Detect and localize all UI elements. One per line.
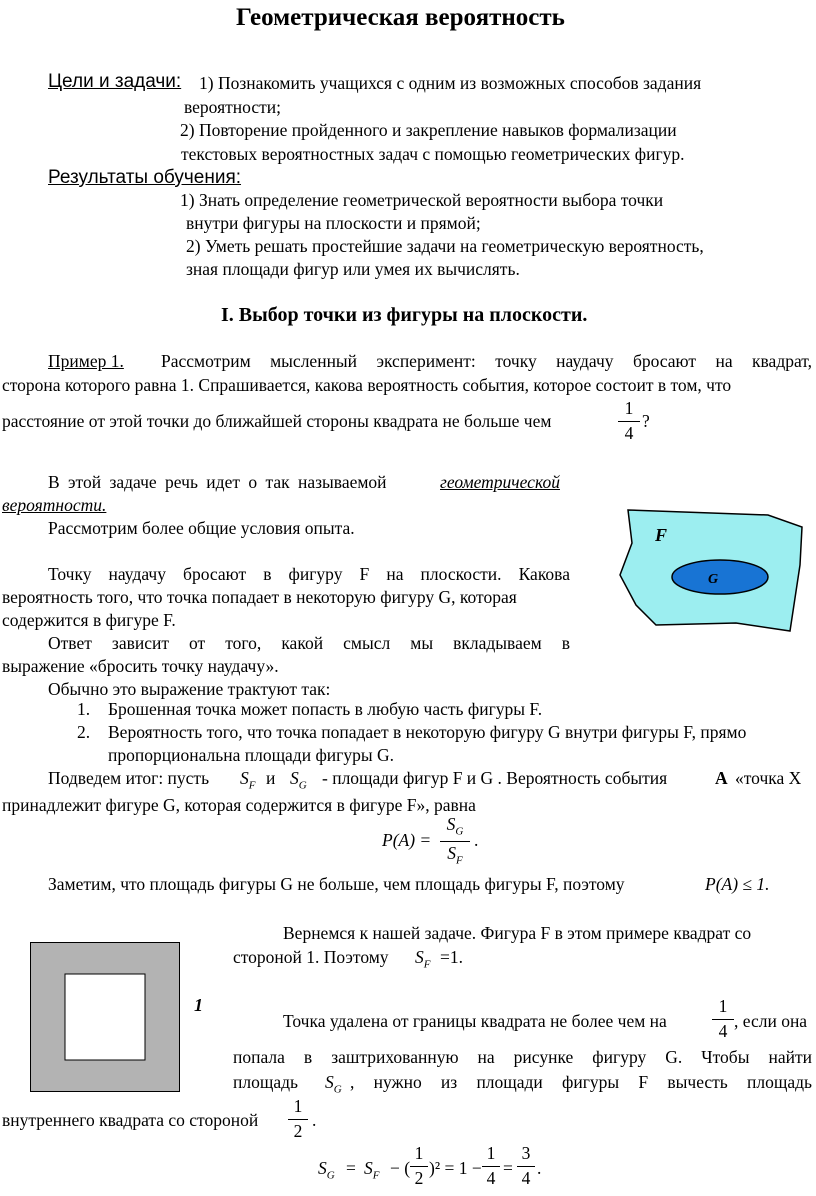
fraction-bar: [288, 1119, 308, 1120]
hatch-line1: попала в заштрихованную на рисунке фигуру G. Чтобы найти: [233, 1047, 812, 1067]
example-line3: расстояние от этой точки до ближайшей стороны квадрата не больше чем: [2, 411, 552, 431]
hatch-line2b: , нужно из площади фигуры F вычесть площадь: [350, 1072, 812, 1092]
results-item2-b: зная площади фигур или умея их вычислять.: [186, 259, 520, 279]
distance-line-b: , если она: [734, 1011, 808, 1031]
goals-item1-a: 1) Познакомить учащихся с одним из возможных способов задания: [199, 73, 702, 93]
math-s-g: [325, 1072, 342, 1096]
inner-square: [65, 974, 145, 1060]
geo-intro: В этой задаче речь идет о так называемой: [48, 472, 387, 492]
figure-g-label: G: [708, 572, 719, 587]
summary-event-a: А: [715, 768, 728, 788]
figure-f-g-diagram: [618, 505, 808, 633]
section-heading: I. Выбор точки из фигуры на плоскости.: [221, 304, 588, 326]
throw-line3: содержится в фигуре F.: [2, 610, 176, 630]
fraction-numerator: 1: [718, 996, 728, 1016]
geo-term-1: геометрической: [440, 472, 560, 492]
goals-item1-b: вероятности;: [184, 97, 281, 117]
list-item-2-number: 2.: [77, 722, 91, 742]
summary-d: «точка Х: [735, 768, 802, 788]
summary-a: Подведем итог: пусть: [48, 768, 210, 788]
list-item-1-number: 1.: [77, 699, 91, 719]
fraction-numerator: 1: [414, 1143, 424, 1163]
fraction-numerator: 3: [521, 1143, 531, 1163]
fraction-denominator: 2: [414, 1167, 424, 1188]
math-s: S: [290, 768, 299, 788]
return-line1: Вернемся к нашей задаче. Фигура F в этом примере квадрат со: [283, 923, 752, 943]
math-s: S: [325, 1072, 334, 1092]
math-sub-f: F: [456, 854, 463, 866]
math-s-g: [290, 768, 307, 792]
summary-b: и: [266, 768, 276, 788]
summary-line2: принадлежит фигуре G, которая содержится в фигуре F», равна: [2, 795, 476, 815]
results-item2-a: 2) Уметь решать простейшие задачи на геометрическую вероятность,: [186, 236, 704, 256]
fraction-bar: [410, 1166, 428, 1167]
fraction-denominator: 4: [486, 1167, 496, 1188]
final-fraction-quarter: [482, 1145, 500, 1187]
usually-line: Обычно это выражение трактуют так:: [48, 679, 331, 699]
math-s: S: [446, 814, 456, 834]
final-eq1: =: [346, 1158, 356, 1178]
math-s: S: [318, 1158, 327, 1178]
inner-dot: .: [312, 1110, 317, 1130]
final-square-eq: )² = 1 −: [429, 1158, 482, 1178]
example-line1: Рассмотрим мысленный эксперимент: точку наудачу бросают на квадрат,: [161, 351, 812, 371]
final-sg: [318, 1158, 335, 1182]
math-sub-g: G: [326, 1169, 335, 1182]
math-sub-f: F: [372, 1169, 380, 1182]
fraction-one-half: [288, 1098, 308, 1140]
results-label: Результаты обучения:: [48, 167, 242, 188]
square-side-label: 1: [194, 995, 203, 1015]
goals-item2-a: 2) Повторение пройденного и закрепление навыков формализации: [180, 120, 677, 140]
fraction-numerator: 1: [486, 1143, 496, 1163]
inner-square-line: внутреннего квадрата со стороной: [2, 1110, 259, 1130]
math-sub-g: G: [455, 825, 464, 838]
square-diagram: [30, 942, 180, 1092]
final-minus: − (: [390, 1158, 411, 1178]
formula-pa: P(A) =: [382, 830, 432, 850]
fraction-bar: [517, 1166, 535, 1167]
math-s: S: [364, 1158, 373, 1178]
note-line: Заметим, что площадь фигуры G не больше, чем площадь фигуры F, поэтому: [48, 874, 625, 894]
question-mark: ?: [642, 411, 650, 431]
answer-line2: выражение «бросить точку наудачу».: [2, 656, 279, 676]
fraction-bar: [712, 1019, 734, 1020]
return-line2b: =1.: [440, 947, 463, 967]
figure-g-shape: [672, 560, 768, 594]
math-s-f: [240, 768, 255, 792]
results-item1-b: внутри фигуры на плоскости и прямой;: [186, 213, 481, 233]
answer-line1: Ответ зависит от того, какой смысл мы вкладываем в: [48, 633, 570, 653]
math-sub-g: G: [298, 779, 307, 792]
final-eq2: =: [503, 1158, 513, 1178]
general-conditions: Рассмотрим более общие условия опыта.: [48, 518, 355, 538]
page-title: Геометрическая вероятность: [236, 4, 565, 31]
throw-line2: вероятность того, что точка попадает в некоторую фигуру G, которая: [2, 587, 517, 607]
math-s: S: [415, 947, 424, 967]
fraction-numerator: 1: [624, 398, 634, 418]
formula-pa-le: P(A) ≤ 1.: [705, 874, 770, 894]
example-label: Пример 1.: [48, 351, 124, 371]
fraction-numerator: 1: [293, 1096, 303, 1116]
math-sub-g: G: [333, 1083, 342, 1096]
math-sub-f: F: [248, 779, 256, 792]
math-s: S: [240, 768, 249, 788]
math-s-f: [415, 947, 430, 971]
throw-line1: Точку наудачу бросают в фигуру F на плоскости. Какова: [48, 564, 570, 584]
fraction-denominator: 4: [521, 1167, 531, 1188]
formula-dot: .: [474, 830, 479, 850]
results-item1-a: 1) Знать определение геометрической вероятности выбора точки: [180, 190, 664, 210]
list-item-2-a: Вероятность того, что точка попадает в некоторую фигуру G внутри фигуры F, прямо: [108, 722, 747, 742]
example-line2: сторона которого равна 1. Спрашивается, какова вероятность события, которое состоит в том, что: [2, 375, 732, 395]
summary-c: - площади фигур F и G . Вероятность события: [322, 768, 668, 788]
list-item-2-b: пропорциональна площади фигуры G.: [108, 745, 394, 765]
final-fraction-three-quarters: [517, 1145, 535, 1187]
distance-line-a: Точка удалена от границы квадрата не более чем на: [283, 1011, 667, 1031]
fraction-one-quarter-2: [712, 998, 734, 1040]
goals-label: Цели и задачи:: [48, 71, 182, 92]
list-item-1: Брошенная точка может попасть в любую часть фигуры F.: [108, 699, 543, 719]
figure-f-label: F: [655, 525, 668, 545]
fraction-one-quarter: [618, 400, 640, 442]
goals-item2-b: текстовых вероятностных задач с помощью геометрических фигур.: [181, 144, 685, 164]
math-s: S: [447, 842, 456, 863]
fraction-bar: [618, 421, 640, 422]
fraction-denominator: 4: [624, 422, 634, 443]
math-sub-f: F: [423, 958, 431, 971]
final-fraction-half: [410, 1145, 428, 1187]
geo-term-2: вероятности.: [2, 495, 107, 515]
fraction-denominator: 2: [293, 1120, 303, 1141]
formula-fraction: [440, 816, 470, 866]
final-sf: [364, 1158, 379, 1182]
final-dot: .: [537, 1158, 542, 1178]
fraction-denominator: 4: [718, 1020, 728, 1041]
return-line2a: стороной 1. Поэтому: [233, 947, 389, 967]
fraction-bar: [440, 841, 470, 842]
fraction-bar: [482, 1166, 500, 1167]
hatch-line2a: площадь: [233, 1072, 298, 1092]
